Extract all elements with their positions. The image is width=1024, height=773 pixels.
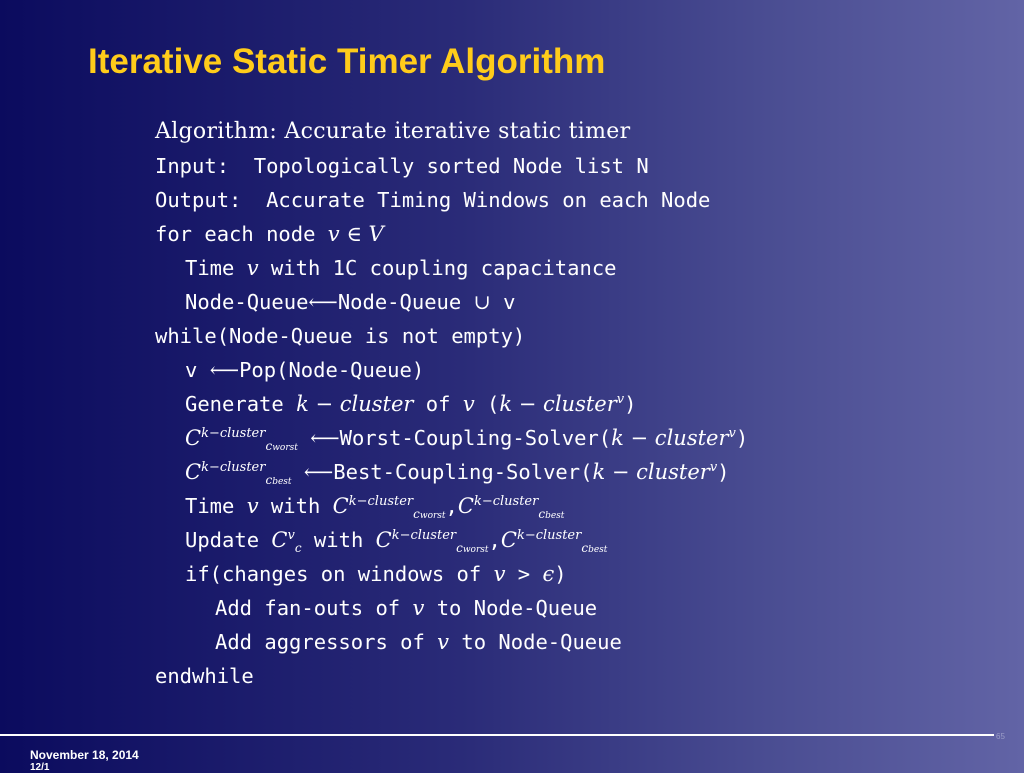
- pop-call: Pop(Node-Queue): [239, 358, 425, 382]
- generate-v: v: [462, 392, 475, 416]
- comma: ,: [445, 494, 458, 518]
- c-update-symbol: C: [271, 528, 288, 552]
- c-best-symbol: C: [457, 494, 474, 518]
- c-best-sup: k−cluster: [473, 494, 539, 510]
- c-best-sub: [265, 473, 291, 487]
- node-queue-c: v: [490, 290, 516, 314]
- c-sub-best: best: [272, 477, 292, 488]
- union-symbol: ∪: [473, 290, 491, 314]
- c-worst-sub: [413, 507, 445, 521]
- time-suffix: with 1C coupling capacitance: [258, 256, 617, 280]
- worst-solver-line: [155, 421, 995, 455]
- solver-close: ): [717, 460, 730, 484]
- solver-cluster: k − cluster: [611, 426, 729, 450]
- c-sub-best: best: [545, 511, 565, 522]
- solver-cluster: k − cluster: [592, 460, 710, 484]
- solver-sup-v: v: [728, 426, 736, 442]
- c-worst-symbol: C: [332, 494, 349, 518]
- update-keyword: Update: [185, 528, 272, 552]
- if-close: ): [554, 562, 567, 586]
- add-fanouts-v: v: [412, 596, 425, 620]
- c-worst-sup: k−cluster: [201, 426, 266, 442]
- c-worst-sup: k−cluster: [391, 528, 457, 544]
- c-worst-symbol: C: [375, 528, 392, 552]
- generate-paren-close: ): [624, 392, 637, 416]
- c-sub-c: c: [456, 541, 463, 556]
- add-aggressors-line: [155, 625, 995, 659]
- while-line: while(Node-Queue is not empty): [155, 324, 526, 348]
- assign-arrow: ⟵: [310, 426, 340, 450]
- c-best-sup: k−cluster: [516, 528, 582, 544]
- c-worst-sup: k−cluster: [348, 494, 414, 510]
- time-with-v: v: [246, 494, 259, 518]
- generate-line: [155, 387, 995, 421]
- comma: ,: [488, 528, 501, 552]
- add-fanouts-b: to Node-Queue: [424, 596, 598, 620]
- generate-of: of: [413, 392, 463, 416]
- time-with-line: [155, 489, 995, 523]
- time-with-keyword: Time: [185, 494, 247, 518]
- pop-line: [155, 353, 995, 387]
- if-keyword: if(changes on windows of: [185, 562, 494, 586]
- best-solver-call: Best-Coupling-Solver(: [333, 460, 593, 484]
- cluster-math: k − cluster: [296, 392, 414, 416]
- c-sub-c: c: [581, 541, 589, 556]
- time-prefix: Time: [185, 256, 247, 280]
- add-aggressors-a: Add aggressors of: [215, 630, 438, 654]
- algorithm-block: [155, 115, 995, 693]
- worst-solver-call: Worst-Coupling-Solver(: [339, 426, 612, 450]
- generate-keyword: Generate: [185, 392, 297, 416]
- assign-arrow: ⟵: [303, 460, 334, 484]
- if-epsilon: ϵ: [542, 562, 555, 586]
- time-line: [155, 251, 995, 285]
- c-sub-worst: worst: [272, 443, 298, 454]
- c-worst-sub: [265, 439, 297, 453]
- footer-divider: [0, 734, 994, 736]
- for-each-math: v ∈ V: [327, 222, 384, 246]
- add-aggressors-v: v: [437, 630, 450, 654]
- for-each-keyword: for each node: [155, 222, 328, 246]
- footer-slide-number: 12/1: [30, 762, 50, 773]
- page-marker: 65: [996, 732, 1005, 741]
- time-var: v: [246, 256, 259, 280]
- time-with-word: with: [258, 494, 333, 518]
- cluster-math-2: k − cluster: [499, 392, 617, 416]
- cluster-sup-v: v: [616, 392, 625, 408]
- for-each-line: [155, 217, 995, 251]
- update-with: with: [301, 528, 376, 552]
- if-v: v: [493, 562, 506, 586]
- c-sub-c: c: [265, 473, 273, 488]
- algorithm-output-line: Output: Accurate Timing Windows on each Node: [155, 188, 711, 212]
- pop-var: v: [185, 358, 210, 382]
- solver-sup-v: v: [709, 460, 718, 476]
- c-sub-c: c: [265, 439, 273, 454]
- c-best-sub: [581, 541, 607, 555]
- update-line: [155, 523, 995, 557]
- c-sub-c: c: [538, 507, 546, 522]
- add-fanouts-line: [155, 591, 995, 625]
- c-best-symbol: C: [500, 528, 517, 552]
- c-sub-worst: worst: [419, 511, 446, 522]
- algorithm-heading: Algorithm: Accurate iterative static timer: [155, 119, 631, 144]
- c-sub-best: best: [588, 545, 608, 556]
- algorithm-input-line: Input: Topologically sorted Node list N: [155, 154, 649, 178]
- slide-title: Iterative Static Timer Algorithm: [88, 42, 606, 81]
- c-best-sup: k−cluster: [201, 460, 266, 476]
- c-worst-symbol: C: [185, 426, 202, 450]
- c-sub-c: c: [413, 507, 420, 522]
- if-gt: >: [505, 562, 543, 586]
- c-worst-sub: [456, 541, 488, 555]
- node-queue-a: Node-Queue: [185, 290, 309, 314]
- assign-arrow: ⟵: [308, 290, 338, 314]
- c-sub-worst: worst: [462, 545, 489, 556]
- node-queue-line: [155, 285, 995, 319]
- c-best-symbol: C: [185, 460, 202, 484]
- c-best-sub: [538, 507, 564, 521]
- footer-date: November 18, 2014: [30, 748, 139, 762]
- c-update-sup: v: [287, 528, 295, 544]
- assign-arrow: ⟵: [209, 358, 240, 382]
- endwhile-line: endwhile: [155, 664, 254, 688]
- add-fanouts-a: Add fan-outs of: [215, 596, 413, 620]
- c-update-sub: c: [294, 541, 302, 556]
- if-line: [155, 557, 995, 591]
- add-aggressors-b: to Node-Queue: [449, 630, 622, 654]
- node-queue-b: Node-Queue: [337, 290, 474, 314]
- solver-close: ): [735, 426, 749, 450]
- generate-paren-open: (: [474, 392, 500, 416]
- best-solver-line: [155, 455, 995, 489]
